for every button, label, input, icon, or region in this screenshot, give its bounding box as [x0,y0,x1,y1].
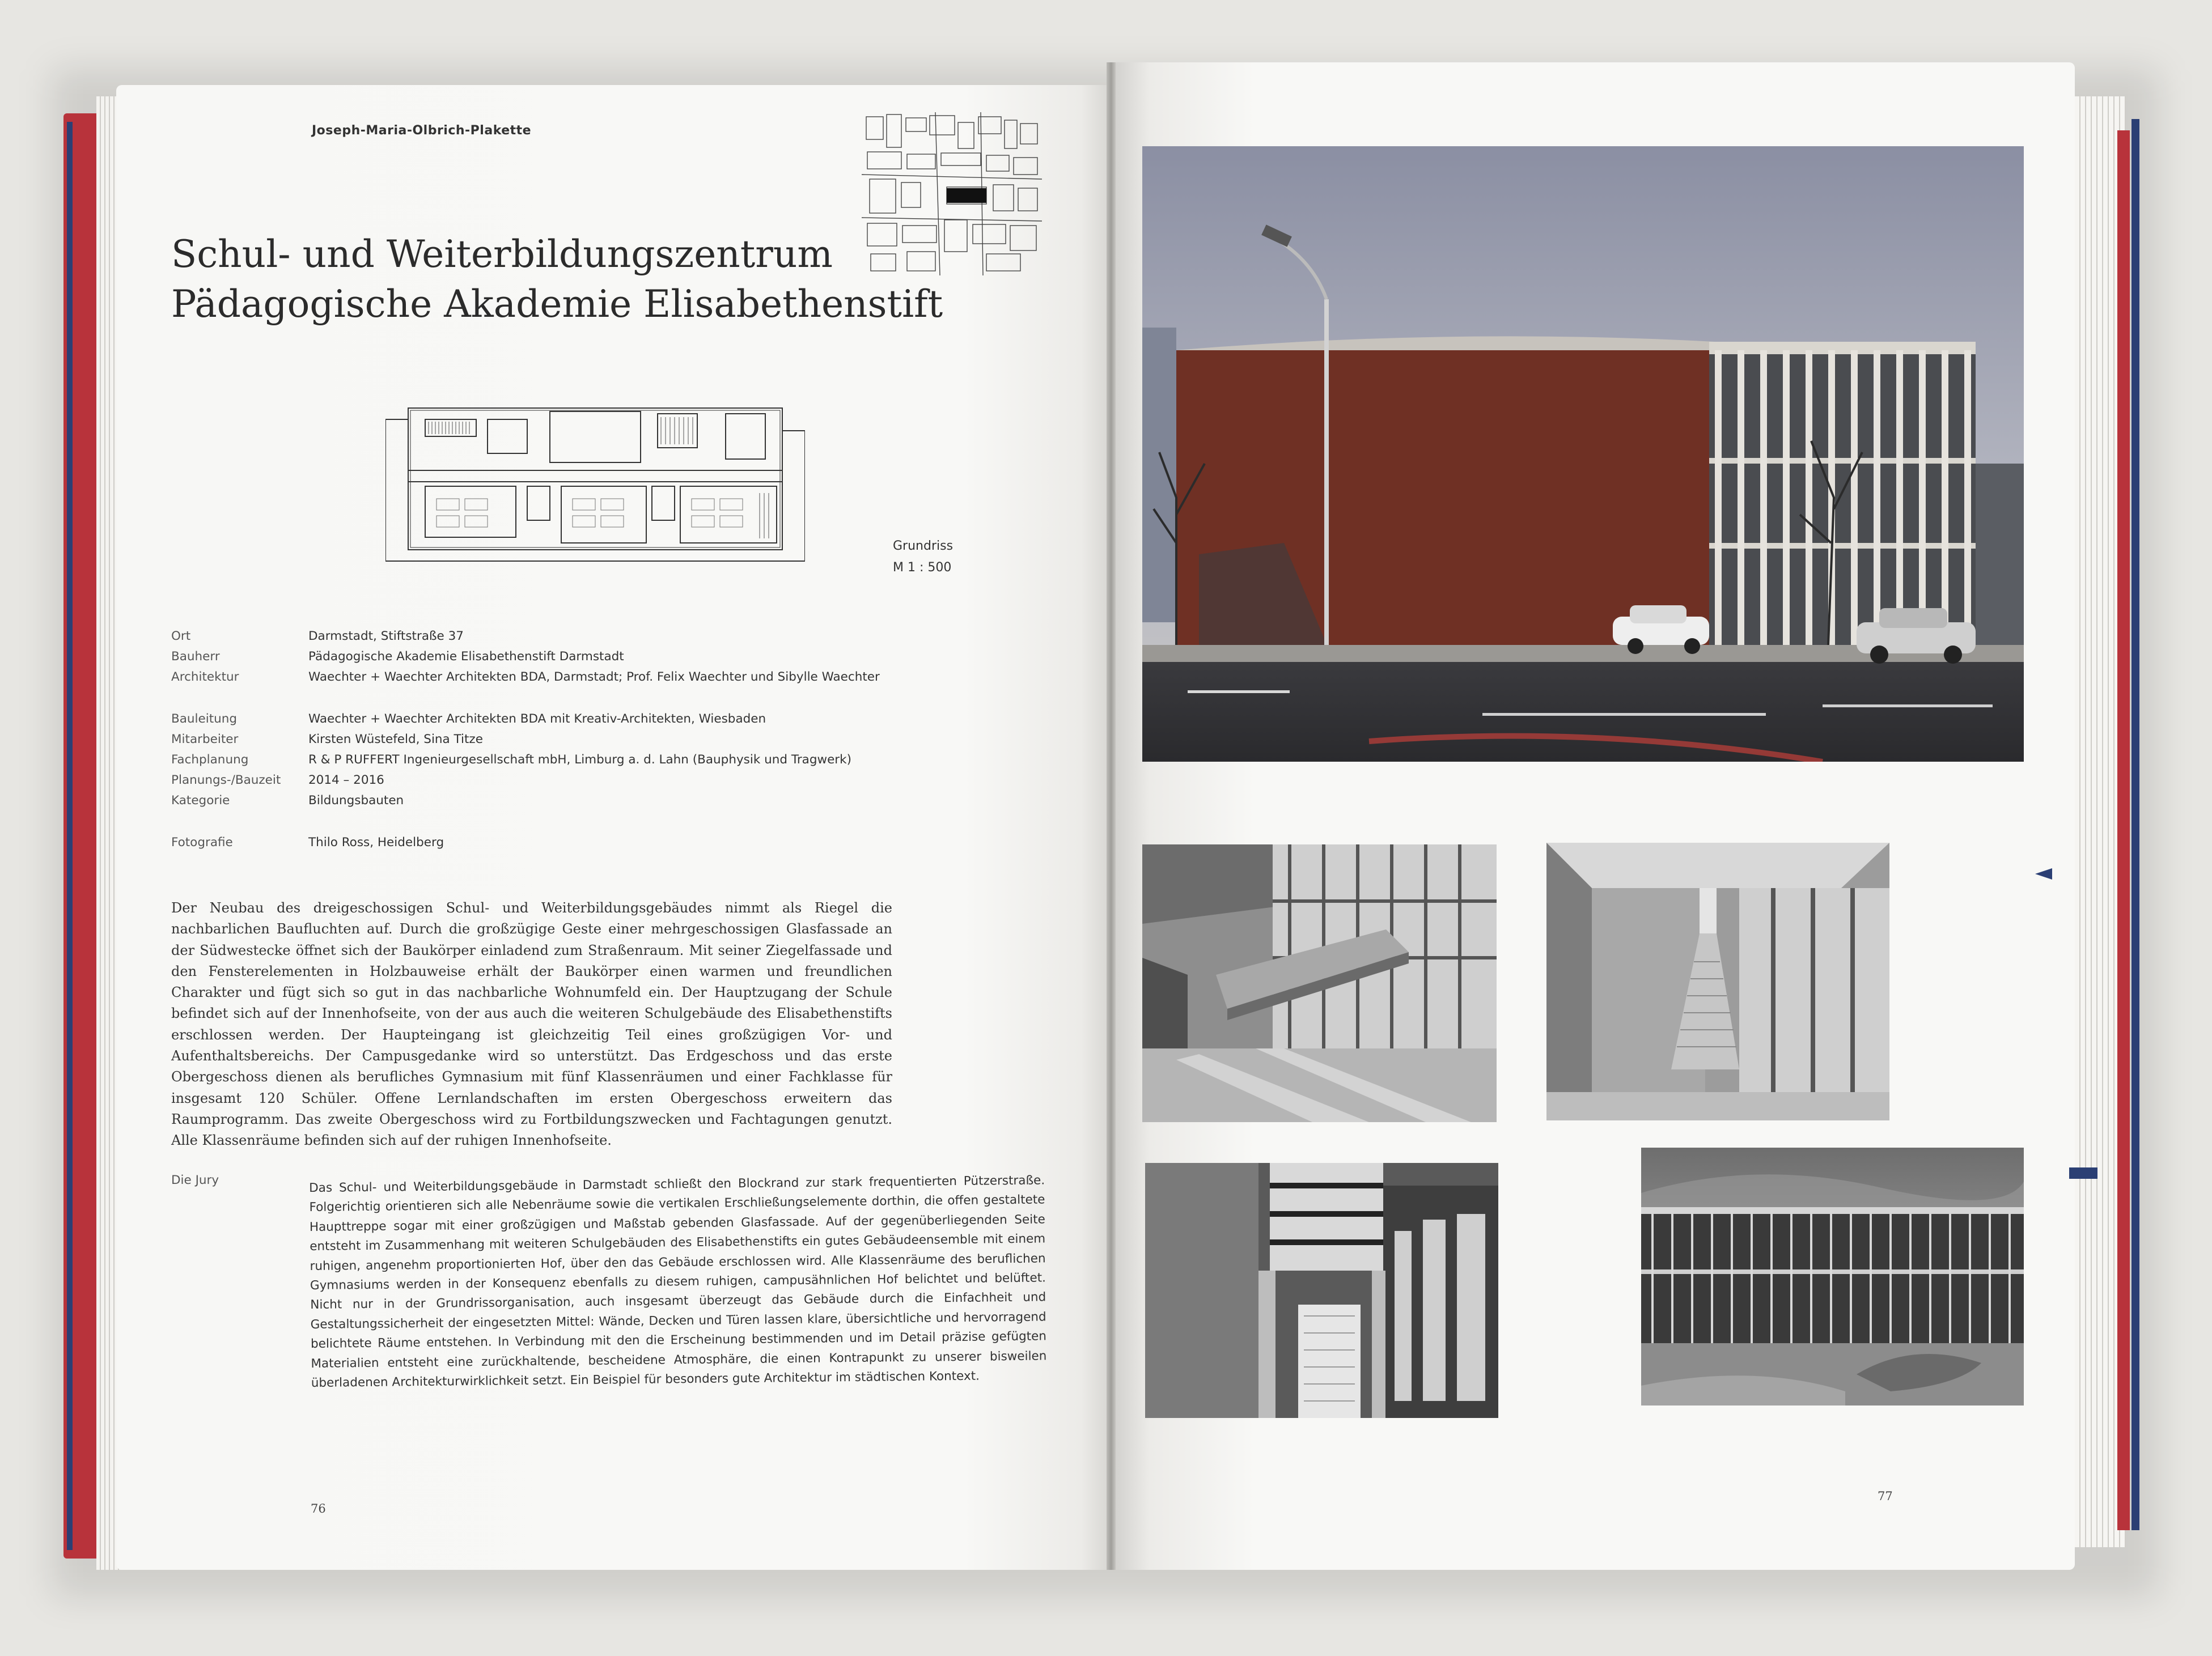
fact-row [171,793,965,814]
page-edge-blue-right [2132,119,2139,1530]
book-spine [1107,62,1116,1570]
fact-label: Mitarbeiter [171,732,239,746]
fact-value: Kirsten Wüstefeld, Sina Titze [308,732,483,746]
bookmark-tab-lower [2069,1167,2097,1179]
atrium-bridge-photo [1145,1163,1498,1418]
title-line-2: Pädagogische Akademie Elisabethenstift [171,282,943,326]
fact-row [171,753,965,773]
jury-statement: Das Schul- und Weiterbildungsgebäude in Darmstadt schließt den Blockrand zur stark frequentierten Pützerstraße. Folgerichtig orientieren sich alle Nebenräume sowie die vertikalen Erschließungselemente dorthin, die offen gestaltete Haupttreppe sogar mit einer großzügigen und Maßstab gebenden Glasfassade. Auf der gegenüberliegenden Seite entsteht im Zusammenhang mit weiteren Schulgebäuden des Elisabethenstifts ein gutes Gebäudeensemble mit einem ruhigen, angenehm proportionierten Hof, über den das Gebäude erschlossen wird. Alle Klassenräume des beruflichen Gymnasiums werden in der Konsequenz ebenfalls zu diesem ruhigen, campusähnlichen Hof belichtet und belüftet. Nicht nur in der Grundrissorganisation, auch insgesamt überzeugt das Gebäude durch die Einfachheit und Gestaltungssicherheit der eingesetzten Mittel: Wände, Decken und Türen lassen klare, übersichtliche und hervorragend belichtete Räume entstehen. In Verbindung mit den die Erscheinung bestimmenden und im Detail präzise gefügten Materialien entsteht eine zurückhaltende, bescheidene Atmosphäre, die einen Kontrapunkt zu unserer bisweilen überladenen Architekturwirklichkeit setzt. Ein Beispiel für besonders gute Architektur im städtischen Kontext. [309,1173,1047,1391]
courtyard-facade-photo [1641,1148,2024,1406]
plan-caption [893,536,953,579]
fact-value: Thilo Ross, Heidelberg [308,835,444,850]
fact-label: Bauherr [171,649,220,664]
plan-caption-line-1: Grundriss [893,539,954,553]
floor-plan-drawing [385,397,805,578]
site-plan-drawing [862,112,1042,275]
fact-label: Architektur [171,670,239,684]
fact-value: R & P RUFFERT Ingenieurgesellschaft mbH, Limburg a. d. Lahn (Bauphysik und Tragwerk) [308,753,851,767]
page-edge-blue-left [67,122,73,1550]
fact-label: Fachplanung [171,753,249,767]
page-edge-red-right [2117,130,2130,1530]
fact-row [171,629,965,649]
fact-row [171,835,965,856]
fact-row [171,773,965,793]
project-description: Der Neubau des dreigeschossigen Schul- und Weiterbildungsgebäudes nimmt als Riegel die nachbarlichen Baufluchten auf. Durch die großzügige Geste einer mehrgeschossigen Glasfassade an der Südwestecke öffnet sich der Baukörper einladend zum Straßenraum. Mit seiner Ziegelfassade und den Fensterelementen in Holzbauweise erhält der Baukörper einen warmen und freundlichen Charakter und fügt sich so gut in das nachbarliche Wohnumfeld ein. Der Hauptzugang der Schule befindet sich auf der Innenhofseite, von der aus auch die weiteren Schulgebäude des Elisabethenstifts erschlossen werden. Der Haupteingang ist gleichzeitig Teil eines großzügigen Vor- und Aufenthaltsbereichs. Der Campusgedanke wird so unterstützt. Das Erdgeschoss und das erste Obergeschoss dienen als berufliches Gymnasium mit fünf Klassenräumen und einer Fachklasse für insgesamt 120 Schüler. Offene Lernlandschaften im ersten Obergeschoss erweitern das Raumprogramm. Das zweite Obergeschoss wird zu Fortbildungszwecken und Fachtagungen genutzt. Alle Klassenräume befinden sich auf der ruhigen Innenhofseite. [171,900,892,1149]
title-line-1: Schul- und Weiterbildungszentrum [171,232,833,276]
fact-label: Planungs-/Bauzeit [171,773,281,787]
fact-value: Pädagogische Akademie Elisabethenstift Darmstadt [308,649,624,664]
fact-row [171,649,965,670]
fact-label: Bauleitung [171,712,238,726]
fact-label: Kategorie [171,793,230,808]
page-number-left: 76 [311,1502,326,1515]
fact-row [171,670,965,690]
staircase-corridor-photo [1546,843,1889,1120]
fact-value: Bildungsbauten [308,793,404,808]
fact-row [171,712,965,732]
running-head: Joseph-Maria-Olbrich-Plakette [312,124,532,138]
fact-row [171,732,965,753]
fact-label: Ort [171,629,191,643]
fact-value: Darmstadt, Stiftstraße 37 [308,629,464,643]
fact-value: Waechter + Waechter Architekten BDA mit Kreativ-Architekten, Wiesbaden [308,712,766,726]
stair-hall-photo [1142,844,1497,1122]
page-number-right: 77 [1878,1489,1893,1503]
fact-label: Fotografie [171,835,233,850]
exterior-street-photo [1142,146,2024,762]
bookmark-tab-upper [2035,868,2052,880]
fact-value: 2014 – 2016 [308,773,384,787]
fact-value: Waechter + Waechter Architekten BDA, Darmstadt; Prof. Felix Waechter und Sibylle Waechter [308,670,880,684]
page-title [171,230,965,329]
plan-caption-line-2: M 1 : 500 [893,561,952,575]
jury-label: Die Jury [171,1173,219,1187]
